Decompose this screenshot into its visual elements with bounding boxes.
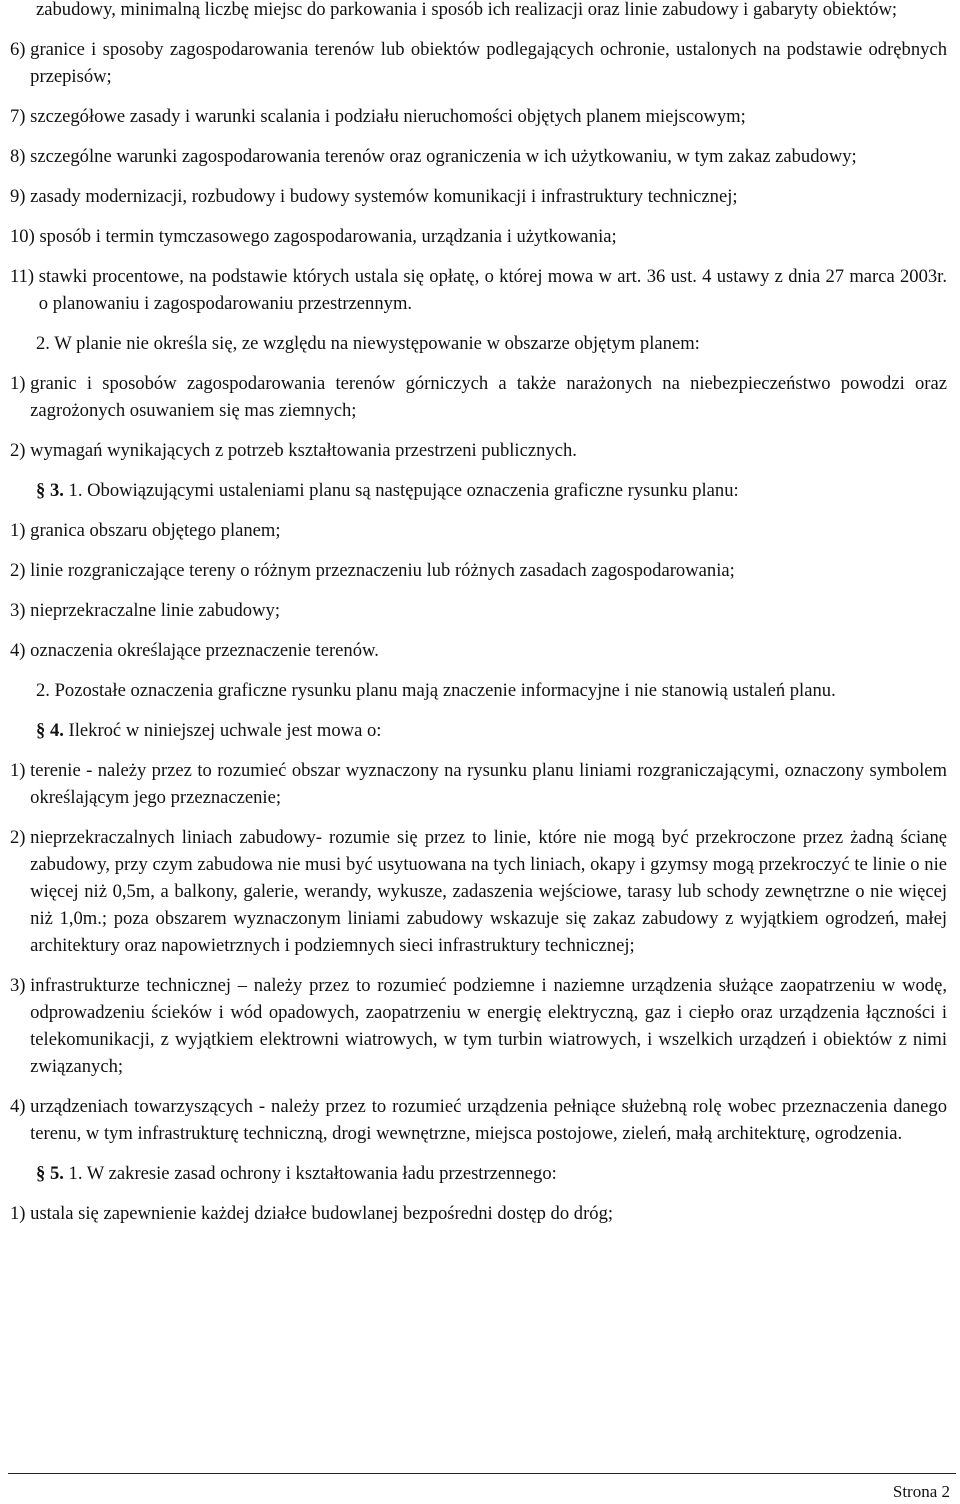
list-item: 1) ustala się zapewnienie każdej działce budowlanej bezpośredni dostęp do dróg; <box>10 1203 614 1224</box>
list-b <box>10 370 947 464</box>
list-item: 11) stawki procentowe, na podstawie których ustala się opłatę, o której mowa w art. 36 ust. 4 ustawy z dnia 27 marca 2003r. o planowaniu i zagospodarowaniu przestrzennym. <box>10 266 947 314</box>
list-item: 6) granice i sposoby zagospodarowania terenów lub obiektów podlegających ochronie, ustalonych na podstawie odrębnych przepisów; <box>10 39 947 87</box>
list-item: 7) szczegółowe zasady i warunki scalania i podziału nieruchomości objętych planem miejscowym; <box>10 106 746 127</box>
paragraph-2: 2. W planie nie określa się, ze względu na niewystępowanie w obszarze objętym planem: <box>36 333 700 354</box>
section-4-heading: § 4. Ilekroć w niniejszej uchwale jest mowa o: <box>36 720 382 741</box>
list-c <box>10 517 947 664</box>
list-item: 1) granic i sposobów zagospodarowania terenów górniczych a także narażonych na niebezpieczeństwo powodzi oraz zagrożonych osuwaniem się mas ziemnych; <box>10 373 947 421</box>
list-a <box>10 36 947 317</box>
section-3-heading: § 3. 1. Obowiązującymi ustaleniami planu są następujące oznaczenia graficzne rysunku planu: <box>36 480 739 501</box>
footer-divider <box>8 1473 956 1474</box>
list-item: 4) oznaczenia określające przeznaczenie terenów. <box>10 640 379 661</box>
list-item: 8) szczególne warunki zagospodarowania terenów oraz ograniczenia w ich użytkowaniu, w tym zakaz zabudowy; <box>10 146 857 167</box>
list-item: 9) zasady modernizacji, rozbudowy i budowy systemów komunikacji i infrastruktury technicznej; <box>10 186 738 207</box>
list-item: 10) sposób i termin tymczasowego zagospodarowania, urządzania i użytkowania; <box>10 226 617 247</box>
page-number: Strona 2 <box>892 1482 950 1501</box>
paragraph-number: 2. <box>36 333 50 354</box>
continued-text: zabudowy, minimalną liczbę miejsc do parkowania i sposób ich realizacji oraz linie zabudowy i gabaryty obiektów; <box>36 0 898 20</box>
section-5-heading: § 5. 1. W zakresie zasad ochrony i kształtowania ładu przestrzennego: <box>36 1163 557 1184</box>
list-item: 1) terenie - należy przez to rozumieć obszar wyznaczony na rysunku planu liniami rozgraniczającymi, oznaczony symbolem określającym jego przeznaczenie; <box>10 760 947 808</box>
list-d <box>10 757 947 1147</box>
list-item: 2) wymagań wynikających z potrzeb kształtowania przestrzeni publicznych. <box>10 440 577 461</box>
section-sign: § 5. <box>36 1163 64 1184</box>
list-e <box>10 1200 947 1227</box>
document-body <box>10 0 947 1240</box>
list-item: 2) nieprzekraczalnych liniach zabudowy- rozumie się przez to linie, które nie mogą być przekroczone przez żadną ścianę zabudowy, przy czym zabudowa nie musi być usytuowana na tych liniach, okapy i gzymsy mogą przekroczyć te linie o nie więcej niż 0,5m, a balkony, galerie, werandy, wykusze, zadaszenia wejściowe, tarasy lub schody zewnętrzne o nie więcej niż 1,0m.; poza obszarem wyznaczonym liniami zabudowy wskazuje się zakaz zabudowy z wyjątkiem ogrodzeń, małej architektury oraz napowietrznych i podziemnych sieci infrastruktury technicznej; <box>10 827 947 956</box>
section-3-paragraph-2: 2. Pozostałe oznaczenia graficzne rysunku planu mają znaczenie informacyjne i nie stanowią ustaleń planu. <box>36 680 836 701</box>
list-item: 4) urządzeniach towarzyszących - należy przez to rozumieć urządzenia pełniące służebną rolę wobec przeznaczenia danego terenu, w tym infrastrukturę techniczną, drogi wewnętrzne, miejsca postojowe, zieleń, małą architekturę, ogrodzenia. <box>10 1096 947 1144</box>
list-item: 3) nieprzekraczalne linie zabudowy; <box>10 600 280 621</box>
section-sign: § 4. <box>36 720 64 741</box>
list-item: 2) linie rozgraniczające tereny o różnym przeznaczeniu lub różnych zasadach zagospodarowania; <box>10 560 735 581</box>
list-item: 3) infrastrukturze technicznej – należy przez to rozumieć podziemne i naziemne urządzenia służące zaopatrzeniu w wodę, odprowadzeniu ścieków i wód opadowych, zaopatrzeniu w energię elektryczną, gaz i ciepło oraz urządzenia łączności i telekomunikacji, z wyjątkiem elektrowni wiatrowych, w tym turbin wiatrowych, i wszelkich urządzeń i obiektów z nimi związanych; <box>10 975 947 1077</box>
section-sign: § 3. <box>36 480 64 501</box>
list-item: 1) granica obszaru objętego planem; <box>10 520 281 541</box>
